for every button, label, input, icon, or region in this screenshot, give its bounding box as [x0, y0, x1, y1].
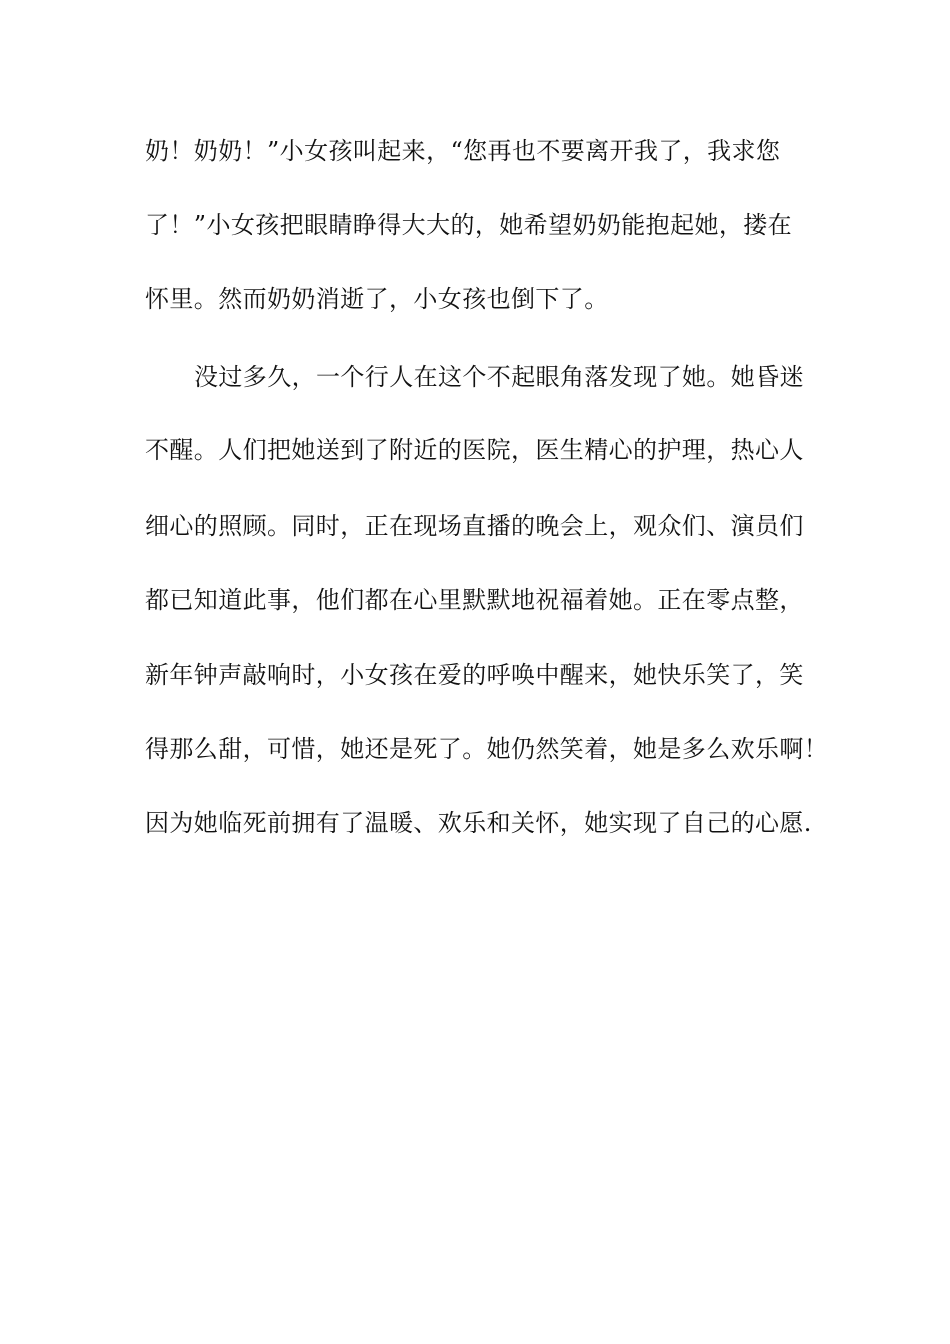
text-line: 细心的照顾。同时，正在现场直播的晚会上，观众们、演员们: [145, 512, 804, 540]
text-line-paragraph-start: 没过多久，一个行人在这个不起眼角落发现了她。她昏迷: [194, 363, 804, 391]
text-line: 怀里。然而奶奶消逝了，小女孩也倒下了。: [145, 285, 609, 313]
text-line: 都已知道此事，他们都在心里默默地祝福着她。正在零点整，: [145, 586, 804, 614]
text-line: 了！”小女孩把眼睛睁得大大的，她希望奶奶能抱起她，搂在: [145, 211, 793, 239]
text-line: 因为她临死前拥有了温暖、欢乐和关怀，她实现了自己的心愿.: [145, 809, 812, 837]
text-line: 奶！奶奶！”小女孩叫起来，“您再也不要离开我了，我求您: [145, 137, 781, 165]
text-line: 得那么甜，可惜，她还是死了。她仍然笑着，她是多么欢乐啊！: [145, 735, 829, 763]
text-line: 新年钟声敲响时，小女孩在爱的呼唤中醒来，她快乐笑了，笑: [145, 661, 804, 689]
text-line: 不醒。人们把她送到了附近的医院，医生精心的护理，热心人: [145, 436, 804, 464]
